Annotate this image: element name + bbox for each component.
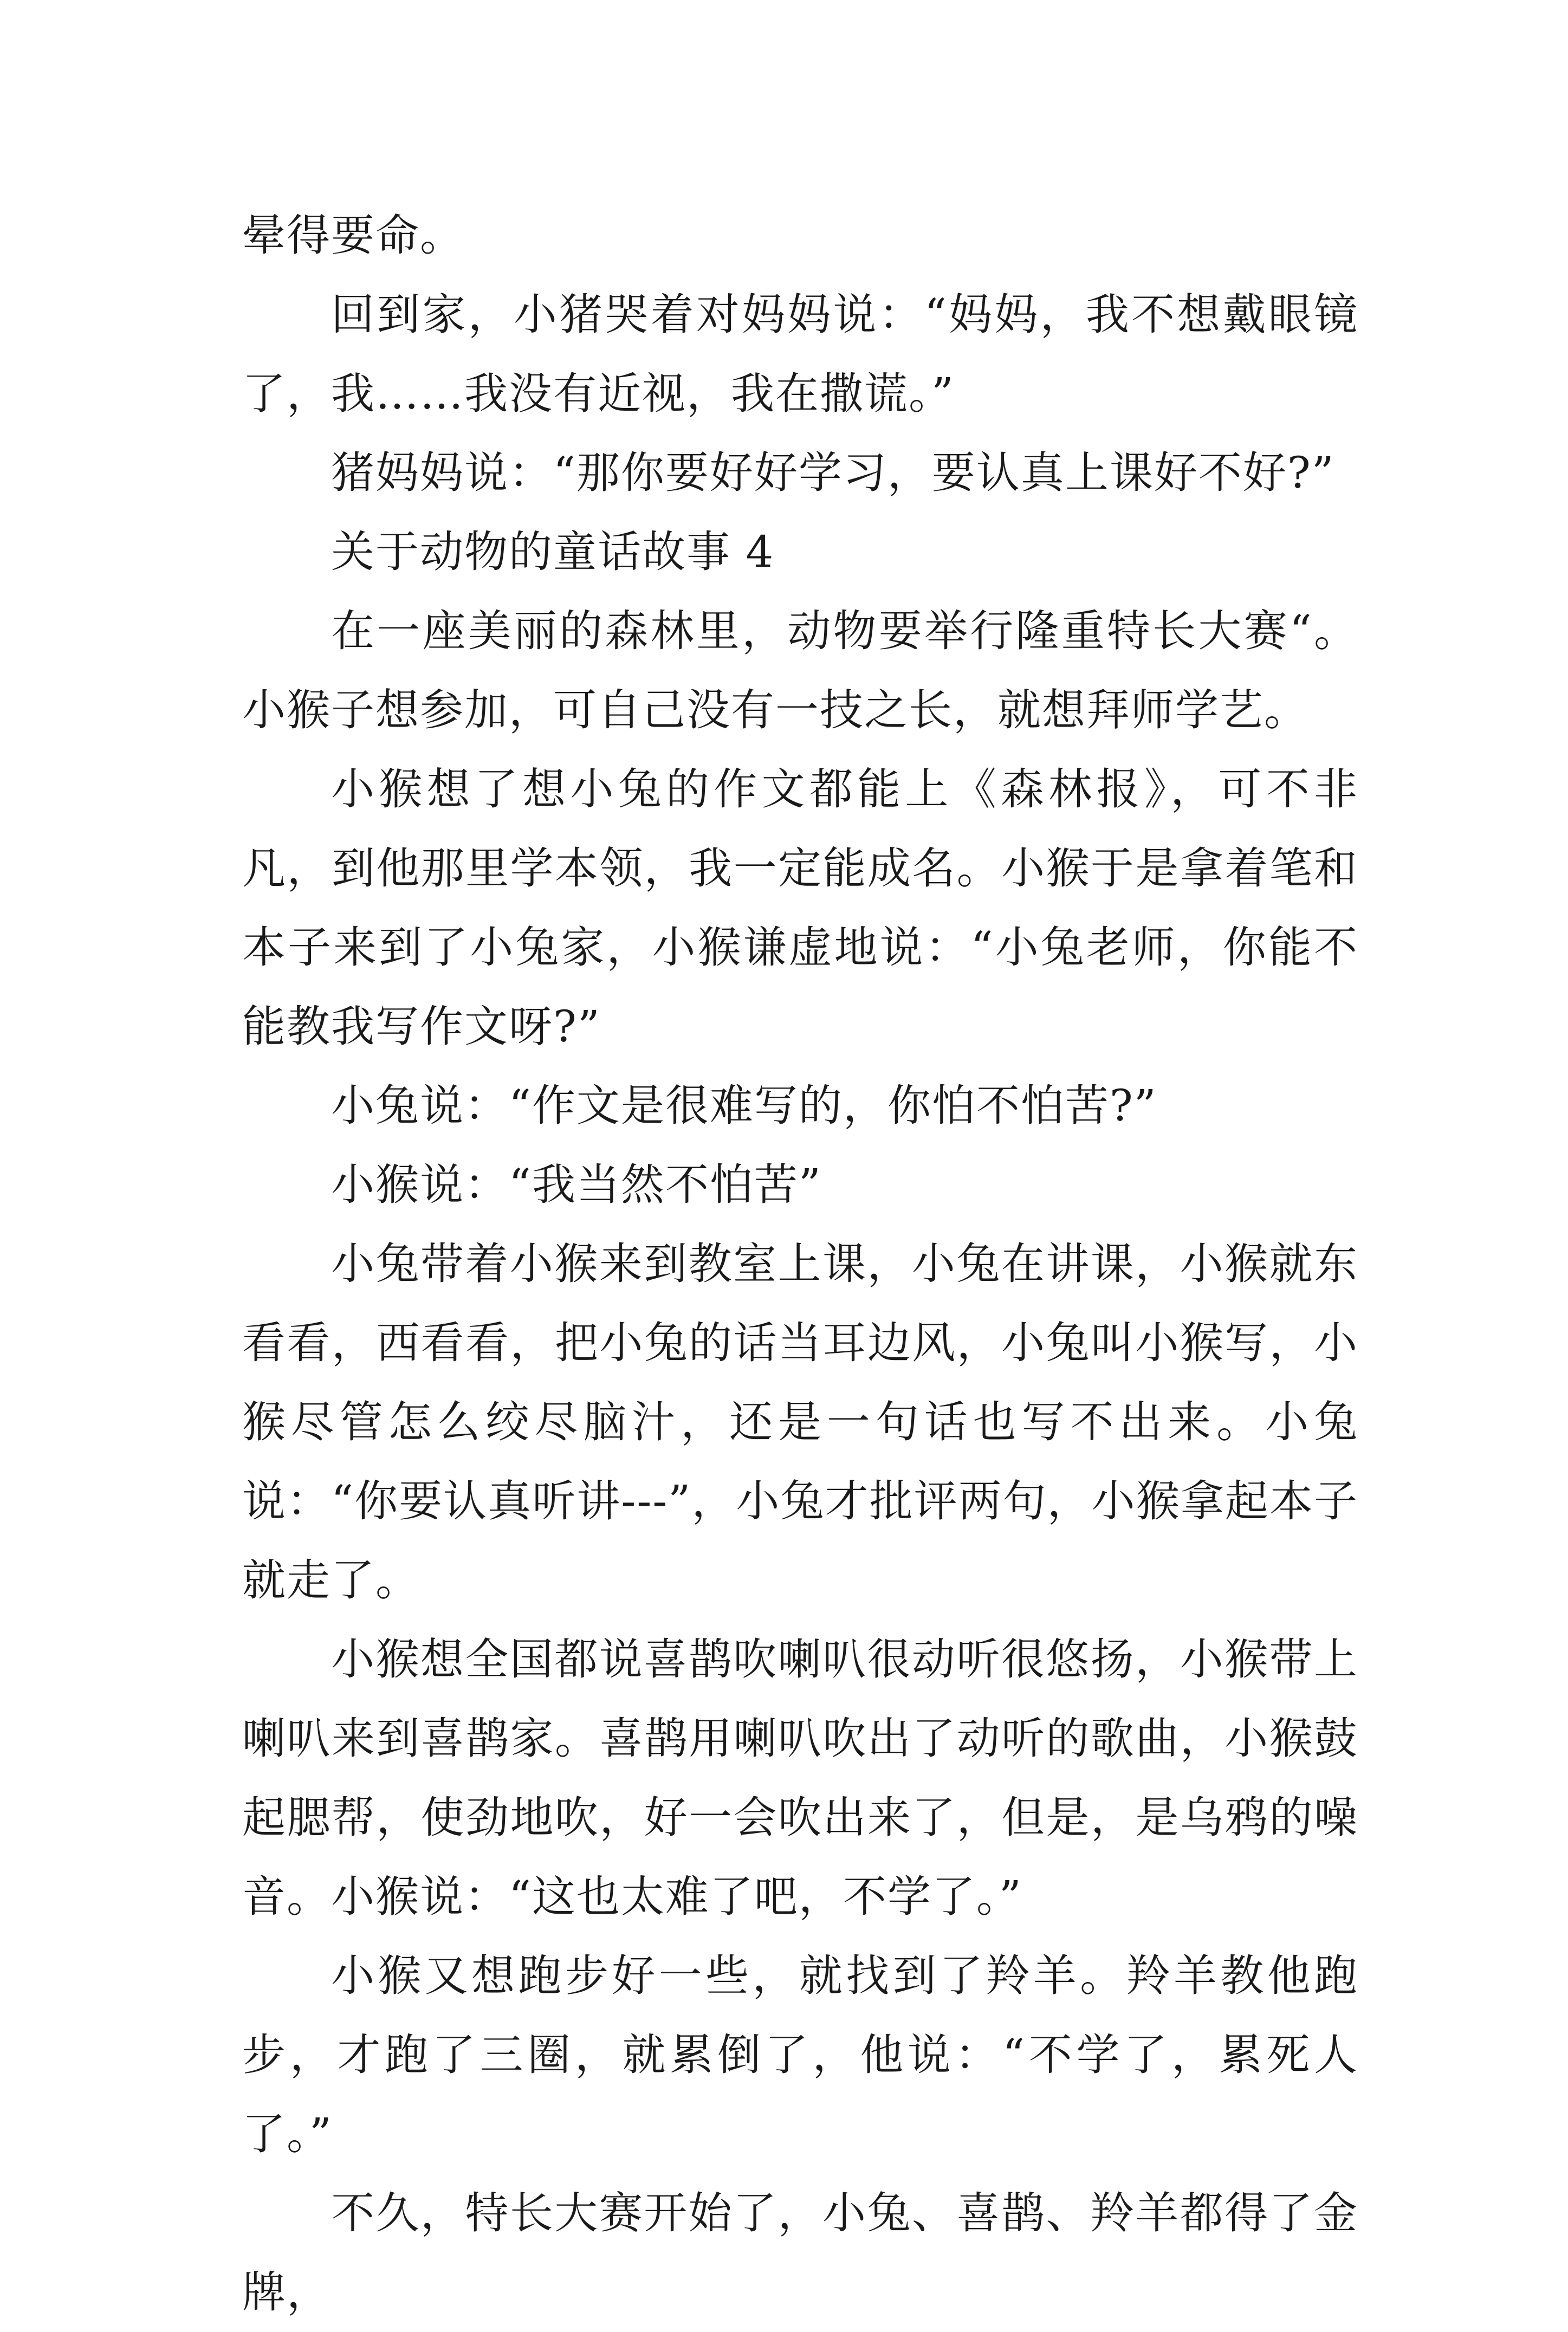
paragraph: 在一座美丽的森林里，动物要举行隆重特长大赛“。小猴子想参加，可自己没有一技之长，就想拜师学艺。 <box>242 606 1358 735</box>
paragraph: 小兔带着小猴来到教室上课，小兔在讲课，小猴就东看看，西看看，把小兔的话当耳边风，小兔叫小猴写，小猴尽管怎么绞尽脑汁，还是一句话也写不出来。小兔说：“你要认真听讲---”，小兔才批评两句，小猴拿起本子就走了。 <box>242 1239 1358 1605</box>
paragraph: 小猴说：“我当然不怕苦” <box>331 1159 822 1210</box>
paragraph: 小猴又想跑步好一些，就找到了羚羊。羚羊教他跑步，才跑了三圈，就累倒了，他说：“不学了，累死人了。” <box>242 1951 1358 2159</box>
paragraph: 不久，特长大赛开始了，小兔、喜鹊、羚羊都得了金牌， <box>242 2188 1358 2317</box>
section-heading: 关于动物的童话故事 4 <box>331 527 775 577</box>
paragraph: 回到家，小猪哭着对妈妈说：“妈妈，我不想戴眼镜了，我……我没有近视，我在撒谎。” <box>242 289 1358 419</box>
paragraph-continuation: 晕得要命。 <box>242 210 464 261</box>
paragraph: 小猴想全国都说喜鹊吹喇叭很动听很悠扬，小猴带上喇叭来到喜鹊家。喜鹊用喇叭吹出了动听的歌曲，小猴鼓起腮帮，使劲地吹，好一会吹出来了，但是，是乌鸦的噪音。小猴说：“这也太难了吧，不学了。” <box>242 1634 1358 1922</box>
paragraph: 小兔说：“作文是很难写的，你怕不怕苦?” <box>331 1080 1157 1131</box>
paragraph: 猪妈妈说：“那你要好好学习，要认真上课好不好?” <box>331 448 1335 498</box>
paragraph: 小猴想了想小兔的作文都能上《森林报》，可不非凡，到他那里学本领，我一定能成名。小猴于是拿着笔和本子来到了小兔家，小猴谦虚地说：“小兔老师，你能不能教我写作文呀?” <box>242 764 1358 1052</box>
document-body <box>242 196 1358 2332</box>
